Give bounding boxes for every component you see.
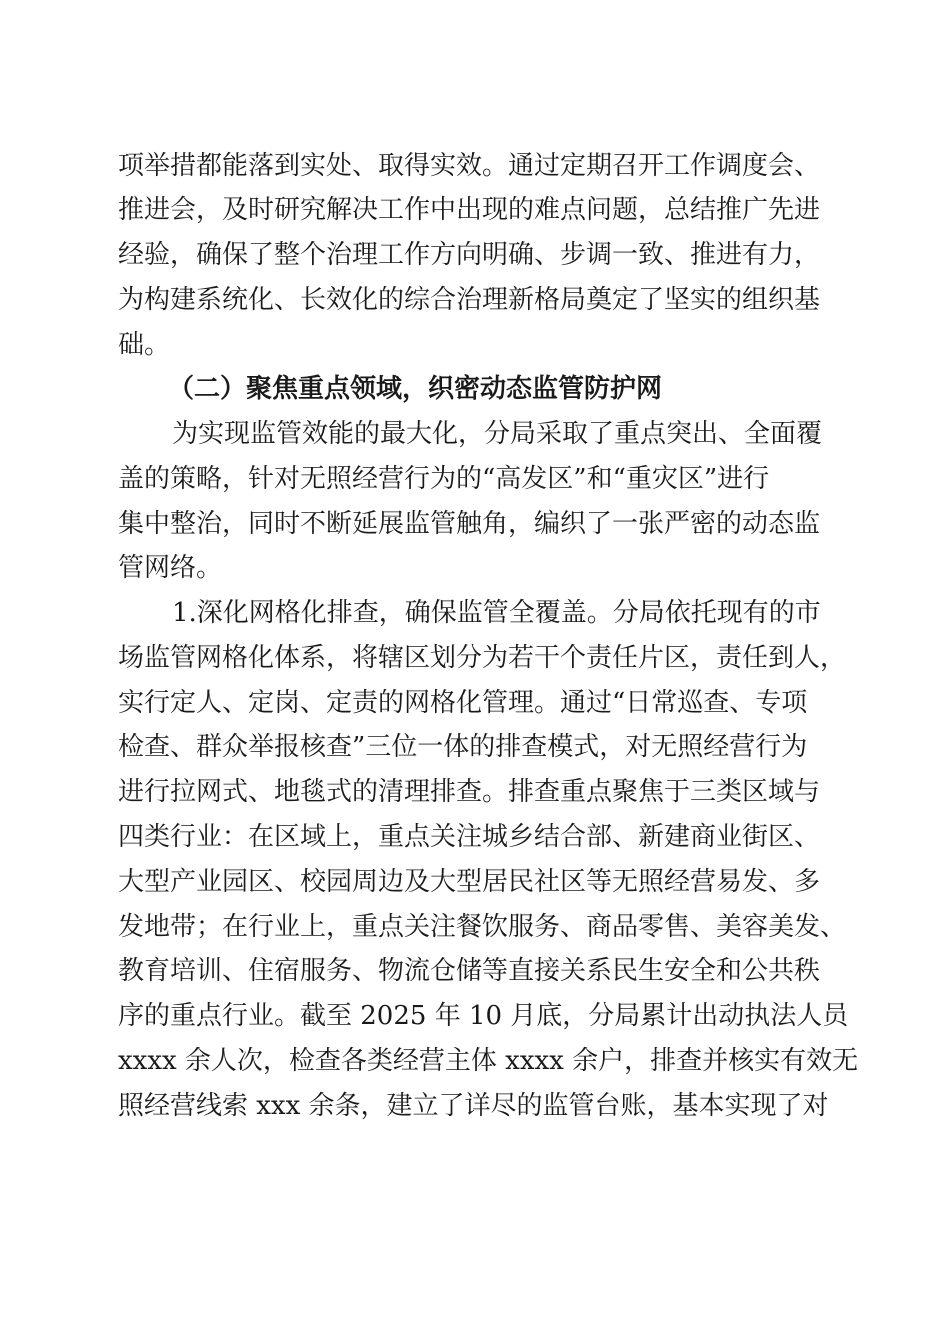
paragraph-line: 发地带；在行业上，重点关注餐饮服务、商品零售、美容美发、: [118, 912, 847, 942]
paragraph-line: 序的重点行业。截至 2025 年 10 月底，分局累计出动执法人员: [118, 1001, 849, 1031]
paragraph-line: 经验，确保了整个治理工作方向明确、步调一致、推进有力，: [118, 240, 821, 270]
paragraph-line: 教育培训、住宿服务、物流仓储等直接关系民生安全和公共秩: [118, 956, 821, 986]
paragraph-line: 检查、群众举报核查”三位一体的排查模式，对无照经营行为: [118, 732, 808, 762]
paragraph-line: 为构建系统化、长效化的综合治理新格局奠定了坚实的组织基: [118, 285, 821, 315]
section-heading: （二）聚焦重点领域，织密动态监管防护网: [168, 374, 663, 404]
paragraph-line: 盖的策略，针对无照经营行为的“高发区”和“重灾区”进行: [118, 464, 770, 494]
paragraph-line: 础。: [118, 330, 171, 360]
paragraph-line: 大型产业园区、校园周边及大型居民社区等无照经营易发、多: [118, 867, 821, 897]
paragraph-line: 1.深化网格化排查，确保监管全覆盖。分局依托现有的市: [172, 598, 821, 628]
paragraph-line: 照经营线索 xxx 余条，建立了详尽的监管台账，基本实现了对: [118, 1091, 829, 1121]
paragraph-line: 四类行业：在区域上，重点关注城乡结合部、新建商业街区、: [118, 822, 821, 852]
paragraph-line: 集中整治，同时不断延展监管触角，编织了一张严密的动态监: [118, 509, 821, 539]
paragraph-line: xxxx 余人次，检查各类经营主体 xxxx 余户，排查并核实有效无: [118, 1046, 859, 1076]
paragraph-line: 管网络。: [118, 553, 223, 583]
paragraph-line: 推进会，及时研究解决工作中出现的难点问题，总结推广先进: [118, 195, 821, 225]
paragraph-line: 实行定人、定岗、定责的网格化管理。通过“日常巡查、专项: [118, 688, 808, 718]
paragraph-line: 场监管网格化体系，将辖区划分为若干个责任片区，责任到人，: [118, 643, 847, 673]
paragraph-line: 进行拉网式、地毯式的清理排查。排查重点聚焦于三类区域与: [118, 777, 821, 807]
paragraph-line: 项举措都能落到实处、取得实效。通过定期召开工作调度会、: [118, 151, 821, 181]
paragraph-line: 为实现监管效能的最大化，分局采取了重点突出、全面覆: [172, 419, 823, 449]
